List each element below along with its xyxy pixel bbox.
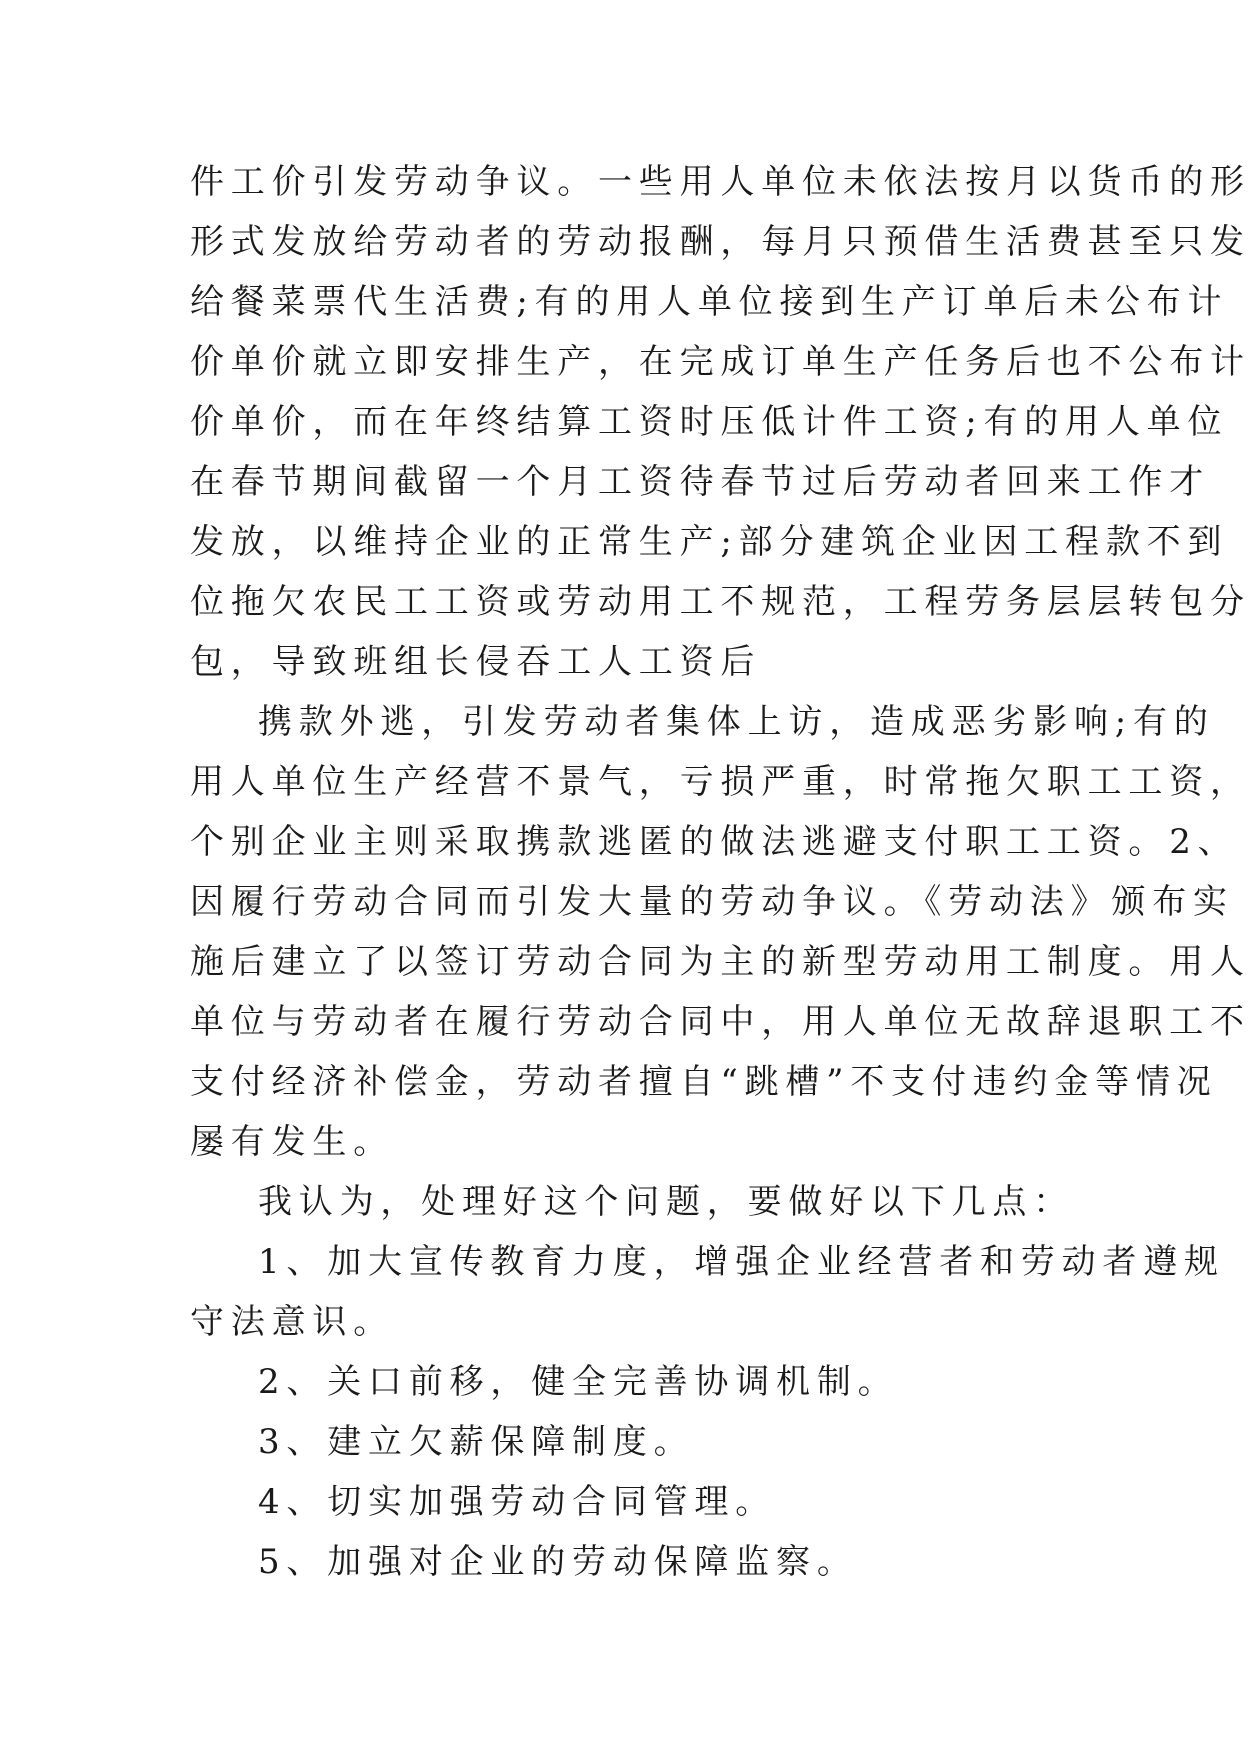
text-line: 在春节期间截留一个月工资待春节过后劳动者回来工作才 [190, 462, 1210, 502]
text-line: 3、建立欠薪保障制度。 [258, 1422, 695, 1462]
text-line: 2、关口前移，健全完善协调机制。 [258, 1362, 899, 1402]
text-line: 因履行劳动合同而引发大量的劳动争议。《劳动法》颁布实 [190, 882, 1234, 922]
text-line: 发放，以维持企业的正常生产;部分建筑企业因工程款不到 [190, 522, 1229, 562]
text-line: 屡有发生。 [190, 1122, 394, 1162]
text-line: 1、加大宣传教育力度，增强企业经营者和劳动者遵规 [258, 1242, 1225, 1282]
text-line: 包，导致班组长侵吞工人工资后 [190, 642, 762, 682]
text-line: 形式发放给劳动者的劳动报酬，每月只预借生活费甚至只发 [190, 222, 1251, 262]
text-line: 位拖欠农民工工资或劳动用工不规范，工程劳务层层转包分 [190, 582, 1251, 622]
text-line: 守法意识。 [190, 1302, 394, 1342]
text-line: 携款外逃，引发劳动者集体上访，造成恶劣影响;有的 [258, 702, 1215, 742]
document-body [190, 152, 1251, 1592]
text-line: 个别企业主则采取携款逃匿的做法逃避支付职工工资。2、 [190, 822, 1239, 862]
text-line: 5、加强对企业的劳动保障监察。 [258, 1542, 858, 1582]
text-line: 件工价引发劳动争议。一些用人单位未依法按月以货币的形 [190, 162, 1251, 202]
text-line: 施后建立了以签订劳动合同为主的新型劳动用工制度。用人 [190, 942, 1251, 982]
text-line: 用人单位生产经营不景气，亏损严重，时常拖欠职工工资， [190, 762, 1251, 802]
text-line: 4、切实加强劳动合同管理。 [258, 1482, 777, 1522]
text-line: 价单价就立即安排生产，在完成订单生产任务后也不公布计 [190, 342, 1251, 382]
text-line: 单位与劳动者在履行劳动合同中，用人单位无故辞退职工不 [190, 1002, 1251, 1042]
text-line: 给餐菜票代生活费;有的用人单位接到生产订单后未公布计 [190, 282, 1229, 322]
text-line: 支付经济补偿金，劳动者擅自“跳槽”不支付违约金等情况 [190, 1062, 1218, 1102]
text-line: 我认为，处理好这个问题，要做好以下几点： [258, 1182, 1074, 1222]
text-line: 价单价，而在年终结算工资时压低计件工资;有的用人单位 [190, 402, 1229, 442]
